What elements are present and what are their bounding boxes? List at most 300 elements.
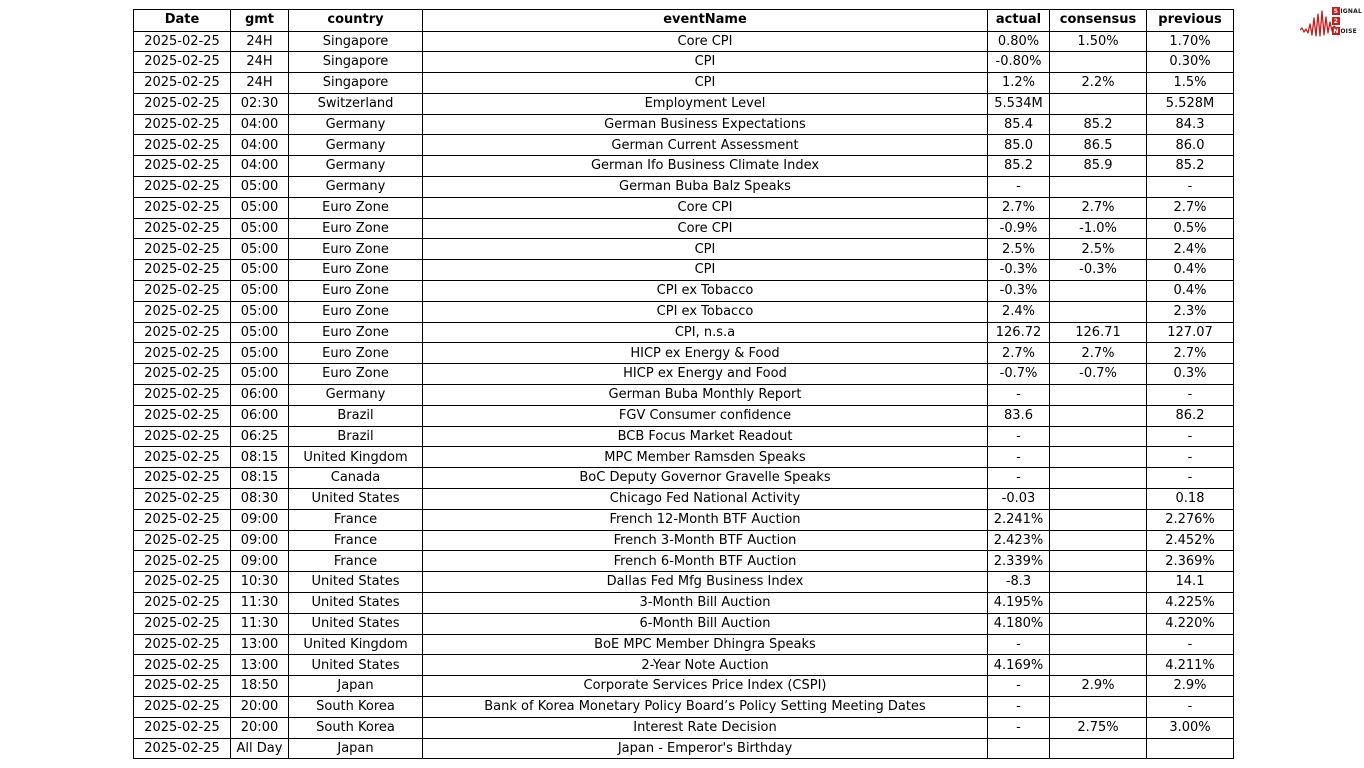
table-row (134, 73, 1234, 94)
cell-date: 2025-02-25 (134, 322, 231, 343)
cell-previous: - (1147, 634, 1234, 655)
cell-date: 2025-02-25 (134, 239, 231, 260)
logo-line-signal (1332, 7, 1362, 15)
cell-event-name: HICP ex Energy & Food (423, 343, 988, 364)
cell-event-name: Core CPI (423, 31, 988, 52)
cell-event-name: CPI (423, 52, 988, 73)
cell-date: 2025-02-25 (134, 343, 231, 364)
cell-previous: - (1147, 426, 1234, 447)
cell-gmt: 08:15 (231, 447, 289, 468)
cell-gmt: 11:30 (231, 613, 289, 634)
cell-gmt: 04:00 (231, 135, 289, 156)
cell-date: 2025-02-25 (134, 634, 231, 655)
cell-actual: 2.241% (988, 509, 1050, 530)
table-row (134, 509, 1234, 530)
cell-gmt: 08:30 (231, 489, 289, 510)
cell-gmt: 13:00 (231, 634, 289, 655)
cell-gmt: 05:00 (231, 301, 289, 322)
cell-gmt: 10:30 (231, 572, 289, 593)
logo-text-ignal: IGNAL (1340, 7, 1362, 15)
cell-consensus: 2.75% (1050, 717, 1147, 738)
cell-date: 2025-02-25 (134, 52, 231, 73)
cell-gmt: 24H (231, 31, 289, 52)
table-row (134, 177, 1234, 198)
cell-actual: 4.195% (988, 593, 1050, 614)
cell-gmt: 20:00 (231, 697, 289, 718)
cell-previous: 86.2 (1147, 405, 1234, 426)
cell-event-name: MPC Member Ramsden Speaks (423, 447, 988, 468)
cell-country: United Kingdom (289, 634, 423, 655)
cell-consensus (1050, 489, 1147, 510)
cell-actual: - (988, 717, 1050, 738)
cell-consensus: 2.5% (1050, 239, 1147, 260)
cell-consensus: 2.9% (1050, 676, 1147, 697)
cell-date: 2025-02-25 (134, 489, 231, 510)
cell-event-name: FGV Consumer confidence (423, 405, 988, 426)
cell-previous: 84.3 (1147, 114, 1234, 135)
cell-gmt: 08:15 (231, 468, 289, 489)
cell-date: 2025-02-25 (134, 135, 231, 156)
cell-actual: -0.80% (988, 52, 1050, 73)
cell-previous: 4.220% (1147, 613, 1234, 634)
cell-consensus (1050, 509, 1147, 530)
cell-previous: 0.3% (1147, 364, 1234, 385)
column-header-previous: previous (1147, 10, 1234, 32)
cell-date: 2025-02-25 (134, 593, 231, 614)
cell-actual: - (988, 468, 1050, 489)
cell-consensus (1050, 468, 1147, 489)
cell-gmt: 04:00 (231, 114, 289, 135)
cell-event-name: Employment Level (423, 93, 988, 114)
cell-gmt: 20:00 (231, 717, 289, 738)
cell-country: Singapore (289, 31, 423, 52)
cell-country: France (289, 509, 423, 530)
cell-actual: 4.180% (988, 613, 1050, 634)
cell-gmt: 09:00 (231, 509, 289, 530)
cell-event-name: Japan - Emperor's Birthday (423, 738, 988, 759)
cell-date: 2025-02-25 (134, 572, 231, 593)
cell-consensus (1050, 281, 1147, 302)
cell-gmt: 09:00 (231, 551, 289, 572)
cell-actual: -0.7% (988, 364, 1050, 385)
cell-country: Germany (289, 156, 423, 177)
cell-actual: 2.7% (988, 197, 1050, 218)
cell-actual: - (988, 697, 1050, 718)
cell-actual: 2.5% (988, 239, 1050, 260)
cell-actual: -0.3% (988, 281, 1050, 302)
cell-consensus (1050, 385, 1147, 406)
cell-country: United States (289, 572, 423, 593)
cell-actual: 0.80% (988, 31, 1050, 52)
cell-gmt: 04:00 (231, 156, 289, 177)
column-header-date: Date (134, 10, 231, 32)
cell-gmt: 11:30 (231, 593, 289, 614)
cell-country: Japan (289, 676, 423, 697)
cell-country: Euro Zone (289, 343, 423, 364)
table-row (134, 343, 1234, 364)
cell-event-name: BoC Deputy Governor Gravelle Speaks (423, 468, 988, 489)
cell-consensus: 126.71 (1050, 322, 1147, 343)
cell-country: United States (289, 613, 423, 634)
table-row (134, 697, 1234, 718)
cell-country: Euro Zone (289, 281, 423, 302)
cell-country: Brazil (289, 426, 423, 447)
cell-event-name: Corporate Services Price Index (CSPI) (423, 676, 988, 697)
cell-consensus (1050, 301, 1147, 322)
cell-gmt: All Day (231, 738, 289, 759)
logo-line-2 (1332, 17, 1362, 25)
cell-country: South Korea (289, 697, 423, 718)
cell-actual: 85.4 (988, 114, 1050, 135)
cell-consensus (1050, 634, 1147, 655)
cell-gmt: 05:00 (231, 322, 289, 343)
cell-event-name: German Buba Balz Speaks (423, 177, 988, 198)
cell-previous: 2.9% (1147, 676, 1234, 697)
cell-country: Singapore (289, 52, 423, 73)
table-header-row (134, 10, 1234, 32)
table-row (134, 655, 1234, 676)
cell-date: 2025-02-25 (134, 385, 231, 406)
cell-previous: - (1147, 697, 1234, 718)
table-row (134, 405, 1234, 426)
cell-gmt: 05:00 (231, 177, 289, 198)
cell-actual: 85.0 (988, 135, 1050, 156)
table-row (134, 447, 1234, 468)
cell-country: Euro Zone (289, 301, 423, 322)
cell-previous: 0.30% (1147, 52, 1234, 73)
table-row (134, 572, 1234, 593)
cell-consensus (1050, 697, 1147, 718)
cell-actual: 5.534M (988, 93, 1050, 114)
table-row (134, 260, 1234, 281)
logo-text-oise: OISE (1340, 27, 1357, 35)
cell-date: 2025-02-25 (134, 697, 231, 718)
cell-previous: 0.4% (1147, 260, 1234, 281)
cell-country: Euro Zone (289, 197, 423, 218)
cell-gmt: 05:00 (231, 281, 289, 302)
cell-date: 2025-02-25 (134, 738, 231, 759)
cell-event-name: 3-Month Bill Auction (423, 593, 988, 614)
table-row (134, 717, 1234, 738)
cell-date: 2025-02-25 (134, 551, 231, 572)
table-row (134, 156, 1234, 177)
cell-consensus (1050, 593, 1147, 614)
cell-consensus (1050, 426, 1147, 447)
table-row (134, 426, 1234, 447)
cell-event-name: BCB Focus Market Readout (423, 426, 988, 447)
cell-gmt: 06:00 (231, 385, 289, 406)
table-row (134, 551, 1234, 572)
cell-actual: - (988, 676, 1050, 697)
cell-country: Euro Zone (289, 322, 423, 343)
cell-event-name: CPI ex Tobacco (423, 301, 988, 322)
cell-gmt: 06:00 (231, 405, 289, 426)
table-row (134, 489, 1234, 510)
table-row (134, 385, 1234, 406)
cell-country: Germany (289, 385, 423, 406)
cell-date: 2025-02-25 (134, 73, 231, 94)
cell-country: Brazil (289, 405, 423, 426)
cell-previous: 86.0 (1147, 135, 1234, 156)
cell-consensus: -0.7% (1050, 364, 1147, 385)
cell-consensus: 85.9 (1050, 156, 1147, 177)
cell-consensus: 2.7% (1050, 197, 1147, 218)
table-body (134, 31, 1234, 759)
cell-actual: -0.3% (988, 260, 1050, 281)
cell-country: Canada (289, 468, 423, 489)
cell-country: Singapore (289, 73, 423, 94)
cell-previous (1147, 738, 1234, 759)
cell-previous: 2.7% (1147, 197, 1234, 218)
cell-actual: 2.7% (988, 343, 1050, 364)
cell-previous: 2.369% (1147, 551, 1234, 572)
cell-event-name: Dallas Fed Mfg Business Index (423, 572, 988, 593)
table-row (134, 114, 1234, 135)
cell-country: United States (289, 655, 423, 676)
cell-event-name: Core CPI (423, 197, 988, 218)
cell-country: United Kingdom (289, 447, 423, 468)
cell-country: Switzerland (289, 93, 423, 114)
table-row (134, 301, 1234, 322)
cell-event-name: French 3-Month BTF Auction (423, 530, 988, 551)
cell-country: Euro Zone (289, 364, 423, 385)
cell-previous: 5.528M (1147, 93, 1234, 114)
cell-event-name: CPI (423, 73, 988, 94)
cell-previous: 2.4% (1147, 239, 1234, 260)
table-row (134, 613, 1234, 634)
cell-consensus (1050, 551, 1147, 572)
table-row (134, 364, 1234, 385)
cell-actual: -0.9% (988, 218, 1050, 239)
cell-event-name: French 12-Month BTF Auction (423, 509, 988, 530)
cell-consensus (1050, 655, 1147, 676)
cell-previous: 14.1 (1147, 572, 1234, 593)
cell-consensus: -1.0% (1050, 218, 1147, 239)
cell-event-name: CPI (423, 260, 988, 281)
cell-actual: 126.72 (988, 322, 1050, 343)
cell-event-name: CPI ex Tobacco (423, 281, 988, 302)
cell-date: 2025-02-25 (134, 114, 231, 135)
cell-consensus (1050, 738, 1147, 759)
cell-consensus: 85.2 (1050, 114, 1147, 135)
cell-event-name: French 6-Month BTF Auction (423, 551, 988, 572)
cell-date: 2025-02-25 (134, 301, 231, 322)
column-header-gmt: gmt (231, 10, 289, 32)
column-header-consensus: consensus (1050, 10, 1147, 32)
cell-previous: 2.7% (1147, 343, 1234, 364)
cell-actual (988, 738, 1050, 759)
cell-country: South Korea (289, 717, 423, 738)
cell-event-name: Interest Rate Decision (423, 717, 988, 738)
cell-actual: -8.3 (988, 572, 1050, 593)
cell-previous: - (1147, 385, 1234, 406)
table-row (134, 31, 1234, 52)
cell-actual: -0.03 (988, 489, 1050, 510)
cell-consensus: 2.2% (1050, 73, 1147, 94)
table-row (134, 197, 1234, 218)
column-header-country: country (289, 10, 423, 32)
cell-event-name: German Current Assessment (423, 135, 988, 156)
cell-actual: 2.4% (988, 301, 1050, 322)
cell-country: Japan (289, 738, 423, 759)
cell-consensus: -0.3% (1050, 260, 1147, 281)
cell-date: 2025-02-25 (134, 447, 231, 468)
table-row (134, 218, 1234, 239)
cell-gmt: 09:00 (231, 530, 289, 551)
cell-actual: - (988, 177, 1050, 198)
cell-country: Germany (289, 135, 423, 156)
cell-country: France (289, 551, 423, 572)
cell-consensus (1050, 405, 1147, 426)
cell-date: 2025-02-25 (134, 93, 231, 114)
cell-event-name: HICP ex Energy and Food (423, 364, 988, 385)
cell-gmt: 05:00 (231, 364, 289, 385)
cell-gmt: 06:25 (231, 426, 289, 447)
cell-gmt: 02:30 (231, 93, 289, 114)
table-row (134, 93, 1234, 114)
cell-gmt: 05:00 (231, 239, 289, 260)
cell-gmt: 24H (231, 73, 289, 94)
cell-date: 2025-02-25 (134, 468, 231, 489)
cell-country: France (289, 530, 423, 551)
logo-badge-2: 2 (1333, 17, 1338, 25)
cell-previous: 3.00% (1147, 717, 1234, 738)
cell-gmt: 13:00 (231, 655, 289, 676)
cell-event-name: CPI (423, 239, 988, 260)
cell-gmt: 18:50 (231, 676, 289, 697)
cell-previous: 0.18 (1147, 489, 1234, 510)
cell-actual: 1.2% (988, 73, 1050, 94)
table-row (134, 281, 1234, 302)
logo-badge-n: N (1333, 27, 1339, 35)
cell-actual: 4.169% (988, 655, 1050, 676)
cell-consensus (1050, 93, 1147, 114)
cell-gmt: 24H (231, 52, 289, 73)
cell-actual: - (988, 385, 1050, 406)
table-row (134, 52, 1234, 73)
cell-date: 2025-02-25 (134, 197, 231, 218)
table-row (134, 468, 1234, 489)
cell-consensus: 86.5 (1050, 135, 1147, 156)
cell-actual: 2.339% (988, 551, 1050, 572)
cell-date: 2025-02-25 (134, 364, 231, 385)
cell-date: 2025-02-25 (134, 530, 231, 551)
cell-date: 2025-02-25 (134, 218, 231, 239)
cell-gmt: 05:00 (231, 260, 289, 281)
table-row (134, 738, 1234, 759)
cell-previous: 4.225% (1147, 593, 1234, 614)
cell-consensus: 2.7% (1050, 343, 1147, 364)
cell-actual: - (988, 447, 1050, 468)
cell-date: 2025-02-25 (134, 405, 231, 426)
table-row (134, 634, 1234, 655)
cell-country: Euro Zone (289, 239, 423, 260)
cell-actual: 2.423% (988, 530, 1050, 551)
cell-gmt: 05:00 (231, 218, 289, 239)
table-row (134, 322, 1234, 343)
cell-previous: 0.5% (1147, 218, 1234, 239)
cell-consensus (1050, 613, 1147, 634)
cell-previous: 4.211% (1147, 655, 1234, 676)
cell-event-name: Chicago Fed National Activity (423, 489, 988, 510)
cell-consensus (1050, 177, 1147, 198)
column-header-actual: actual (988, 10, 1050, 32)
cell-date: 2025-02-25 (134, 676, 231, 697)
cell-actual: - (988, 634, 1050, 655)
cell-country: Euro Zone (289, 260, 423, 281)
table-row (134, 593, 1234, 614)
cell-event-name: CPI, n.s.a (423, 322, 988, 343)
cell-consensus (1050, 447, 1147, 468)
cell-event-name: 6-Month Bill Auction (423, 613, 988, 634)
cell-actual: - (988, 426, 1050, 447)
cell-date: 2025-02-25 (134, 509, 231, 530)
cell-consensus (1050, 52, 1147, 73)
cell-previous: 1.70% (1147, 31, 1234, 52)
cell-previous: 127.07 (1147, 322, 1234, 343)
cell-previous: 85.2 (1147, 156, 1234, 177)
cell-previous: 2.276% (1147, 509, 1234, 530)
cell-date: 2025-02-25 (134, 717, 231, 738)
cell-consensus (1050, 530, 1147, 551)
cell-previous: 1.5% (1147, 73, 1234, 94)
cell-previous: - (1147, 447, 1234, 468)
cell-actual: 85.2 (988, 156, 1050, 177)
cell-consensus (1050, 572, 1147, 593)
logo-badge-s: S (1333, 7, 1338, 15)
cell-country: United States (289, 489, 423, 510)
cell-event-name: German Buba Monthly Report (423, 385, 988, 406)
logo-text (1332, 7, 1362, 35)
cell-event-name: 2-Year Note Auction (423, 655, 988, 676)
cell-date: 2025-02-25 (134, 31, 231, 52)
cell-event-name: Bank of Korea Monetary Policy Board’s Policy Setting Meeting Dates (423, 697, 988, 718)
cell-event-name: German Ifo Business Climate Index (423, 156, 988, 177)
cell-date: 2025-02-25 (134, 281, 231, 302)
cell-previous: 0.4% (1147, 281, 1234, 302)
signal2noise-logo (1300, 4, 1362, 42)
cell-date: 2025-02-25 (134, 156, 231, 177)
economic-calendar-table (133, 9, 1234, 759)
cell-date: 2025-02-25 (134, 260, 231, 281)
cell-previous: 2.3% (1147, 301, 1234, 322)
cell-gmt: 05:00 (231, 343, 289, 364)
cell-country: Germany (289, 114, 423, 135)
cell-consensus: 1.50% (1050, 31, 1147, 52)
cell-date: 2025-02-25 (134, 177, 231, 198)
cell-date: 2025-02-25 (134, 613, 231, 634)
cell-previous: 2.452% (1147, 530, 1234, 551)
cell-previous: - (1147, 468, 1234, 489)
logo-line-noise (1332, 27, 1362, 35)
table-row (134, 135, 1234, 156)
cell-country: Euro Zone (289, 218, 423, 239)
cell-event-name: BoE MPC Member Dhingra Speaks (423, 634, 988, 655)
cell-date: 2025-02-25 (134, 426, 231, 447)
cell-date: 2025-02-25 (134, 655, 231, 676)
cell-country: Germany (289, 177, 423, 198)
table-row (134, 530, 1234, 551)
cell-gmt: 05:00 (231, 197, 289, 218)
table-row (134, 676, 1234, 697)
cell-actual: 83.6 (988, 405, 1050, 426)
cell-event-name: Core CPI (423, 218, 988, 239)
column-header-eventname: eventName (423, 10, 988, 32)
cell-country: United States (289, 593, 423, 614)
cell-event-name: German Business Expectations (423, 114, 988, 135)
cell-previous: - (1147, 177, 1234, 198)
table-row (134, 239, 1234, 260)
